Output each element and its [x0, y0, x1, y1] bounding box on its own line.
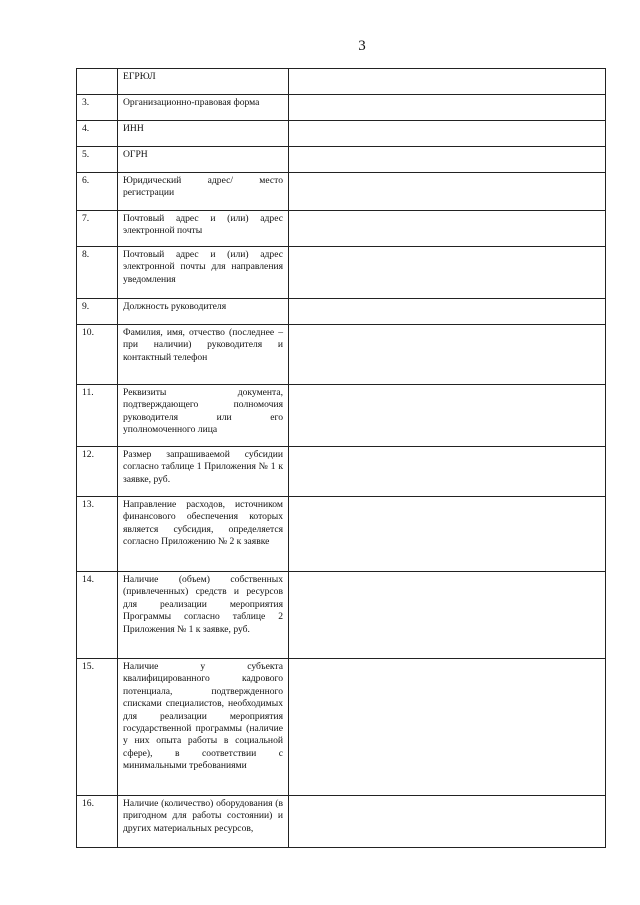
table-row	[77, 796, 606, 848]
row-label: ЕГРЮЛ	[118, 69, 289, 95]
application-form-table	[76, 68, 606, 848]
row-value	[289, 247, 606, 299]
row-number: 9.	[77, 299, 118, 325]
row-value	[289, 447, 606, 497]
table-row	[77, 211, 606, 247]
table-row	[77, 572, 606, 659]
row-number: 16.	[77, 796, 118, 848]
table-row	[77, 299, 606, 325]
row-number: 6.	[77, 173, 118, 211]
row-number	[77, 69, 118, 95]
row-value	[289, 95, 606, 121]
row-label: Организационно-правовая форма	[118, 95, 289, 121]
table-row	[77, 147, 606, 173]
row-value	[289, 173, 606, 211]
row-label: Фамилия, имя, отчество (последнее – при наличии) руководителя и контактный телефон	[118, 325, 289, 385]
row-value	[289, 659, 606, 796]
row-value	[289, 299, 606, 325]
row-value	[289, 572, 606, 659]
row-number: 15.	[77, 659, 118, 796]
row-value	[289, 325, 606, 385]
row-label: Почтовый адрес и (или) адрес электронной почты	[118, 211, 289, 247]
table-row	[77, 173, 606, 211]
row-value	[289, 69, 606, 95]
page-number: 3	[358, 38, 366, 54]
table-row	[77, 447, 606, 497]
row-label: Юридический адрес/ место регистрации	[118, 173, 289, 211]
table-row	[77, 497, 606, 572]
row-number: 10.	[77, 325, 118, 385]
table-row	[77, 69, 606, 95]
row-number: 4.	[77, 121, 118, 147]
row-label: ОГРН	[118, 147, 289, 173]
row-number: 11.	[77, 385, 118, 447]
row-label: Наличие у субъекта квалифицированного кадрового потенциала, подтвержденного списками специалистов, необходимых для реализации мероприятия государственной программы (наличие у них опыта работы в социальной сфере), в соответствии с минимальными требованиями	[118, 659, 289, 796]
row-value	[289, 211, 606, 247]
row-number: 13.	[77, 497, 118, 572]
row-label: Почтовый адрес и (или) адрес электронной почты для направления уведомления	[118, 247, 289, 299]
row-label: ИНН	[118, 121, 289, 147]
row-number: 5.	[77, 147, 118, 173]
row-value	[289, 796, 606, 848]
table-row	[77, 95, 606, 121]
row-number: 14.	[77, 572, 118, 659]
table-row	[77, 659, 606, 796]
row-value	[289, 497, 606, 572]
row-label: Должность руководителя	[118, 299, 289, 325]
row-label: Направление расходов, источником финансового обеспечения которых является субсидия, определяется согласно Приложению № 2 к заявке	[118, 497, 289, 572]
row-value	[289, 121, 606, 147]
row-label: Наличие (объем) собственных (привлеченных) средств и ресурсов для реализации мероприятия Программы согласно таблице 2 Приложения № 1 к заявке, руб.	[118, 572, 289, 659]
row-value	[289, 147, 606, 173]
row-label: Реквизиты документа, подтверждающего полномочия руководителя или его уполномоченного лица	[118, 385, 289, 447]
table-row	[77, 385, 606, 447]
row-value	[289, 385, 606, 447]
row-label: Размер запрашиваемой субсидии согласно таблице 1 Приложения № 1 к заявке, руб.	[118, 447, 289, 497]
row-number: 7.	[77, 211, 118, 247]
table-row	[77, 247, 606, 299]
row-number: 3.	[77, 95, 118, 121]
row-label: Наличие (количество) оборудования (в пригодном для работы состоянии) и других материальных ресурсов,	[118, 796, 289, 848]
table-row	[77, 121, 606, 147]
table-row	[77, 325, 606, 385]
row-number: 8.	[77, 247, 118, 299]
row-number: 12.	[77, 447, 118, 497]
